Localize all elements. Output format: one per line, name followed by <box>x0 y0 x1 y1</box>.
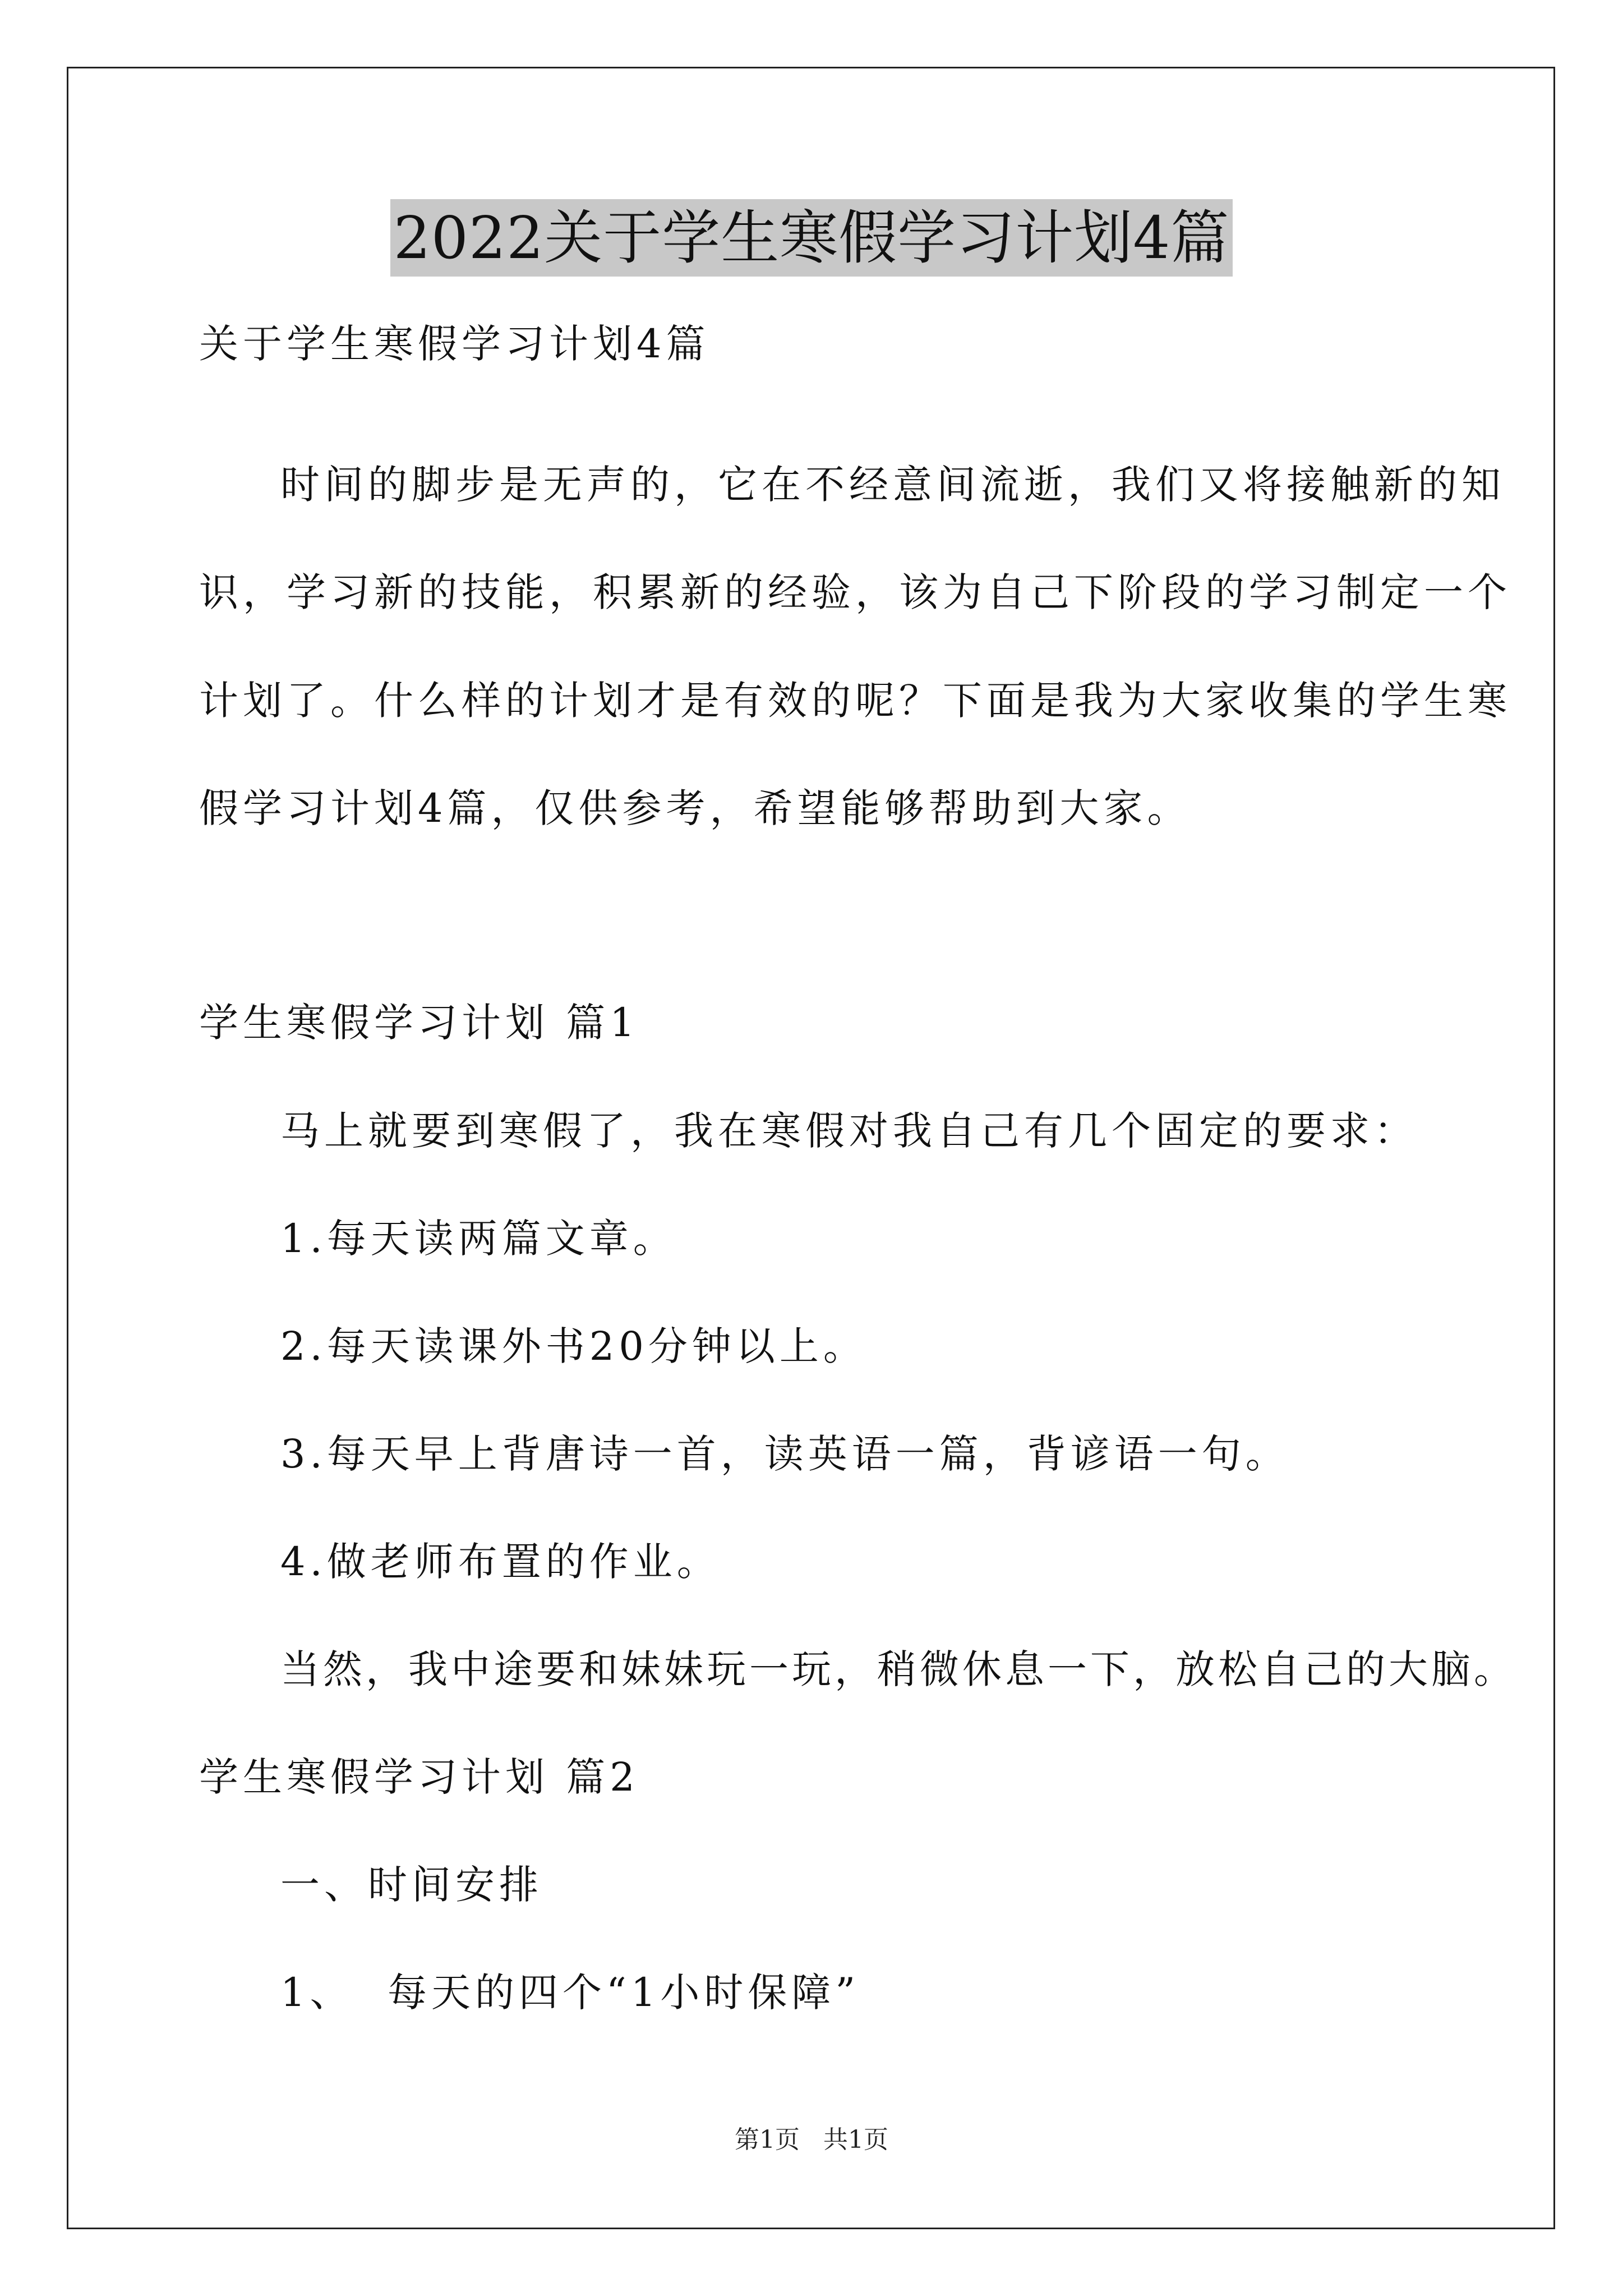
document-subtitle: 关于学生寒假学习计划4篇 <box>199 321 710 367</box>
section2-heading: 学生寒假学习计划 篇2 <box>199 1754 639 1800</box>
section1-item-2: 2.每天读课外书20分钟以上。 <box>280 1323 867 1369</box>
page-number-footer: 第1页 共1页 <box>735 2125 888 2154</box>
intro-line-4: 假学习计划4篇，仅供参考，希望能够帮助到大家。 <box>199 785 1191 831</box>
section1-heading: 学生寒假学习计划 篇1 <box>199 1000 639 1046</box>
intro-line-1: 时间的脚步是无声的，它在不经意间流逝，我们又将接触新的知 <box>280 462 1505 508</box>
section1-lead: 马上就要到寒假了，我在寒假对我自己有几个固定的要求： <box>280 1108 1418 1154</box>
document-title: 2022关于学生寒假学习计划4篇 <box>390 199 1233 277</box>
intro-line-3: 计划了。什么样的计划才是有效的呢？下面是我为大家收集的学生寒 <box>199 678 1511 724</box>
section2-subheading: 一、时间安排 <box>280 1862 543 1908</box>
section1-item-4: 4.做老师布置的作业。 <box>280 1539 721 1585</box>
section1-item-1: 1.每天读两篇文章。 <box>280 1216 677 1262</box>
title-container <box>0 199 1623 277</box>
section1-closing: 当然，我中途要和妹妹玩一玩，稍微休息一下，放松自己的大脑。 <box>280 1646 1516 1692</box>
section1-item-3: 3.每天早上背唐诗一首，读英语一篇，背谚语一句。 <box>280 1431 1289 1477</box>
intro-line-2: 识，学习新的技能，积累新的经验，该为自己下阶段的学习制定一个 <box>199 569 1511 615</box>
section2-item-1: 1、 每天的四个“1小时保障” <box>280 1970 860 2016</box>
